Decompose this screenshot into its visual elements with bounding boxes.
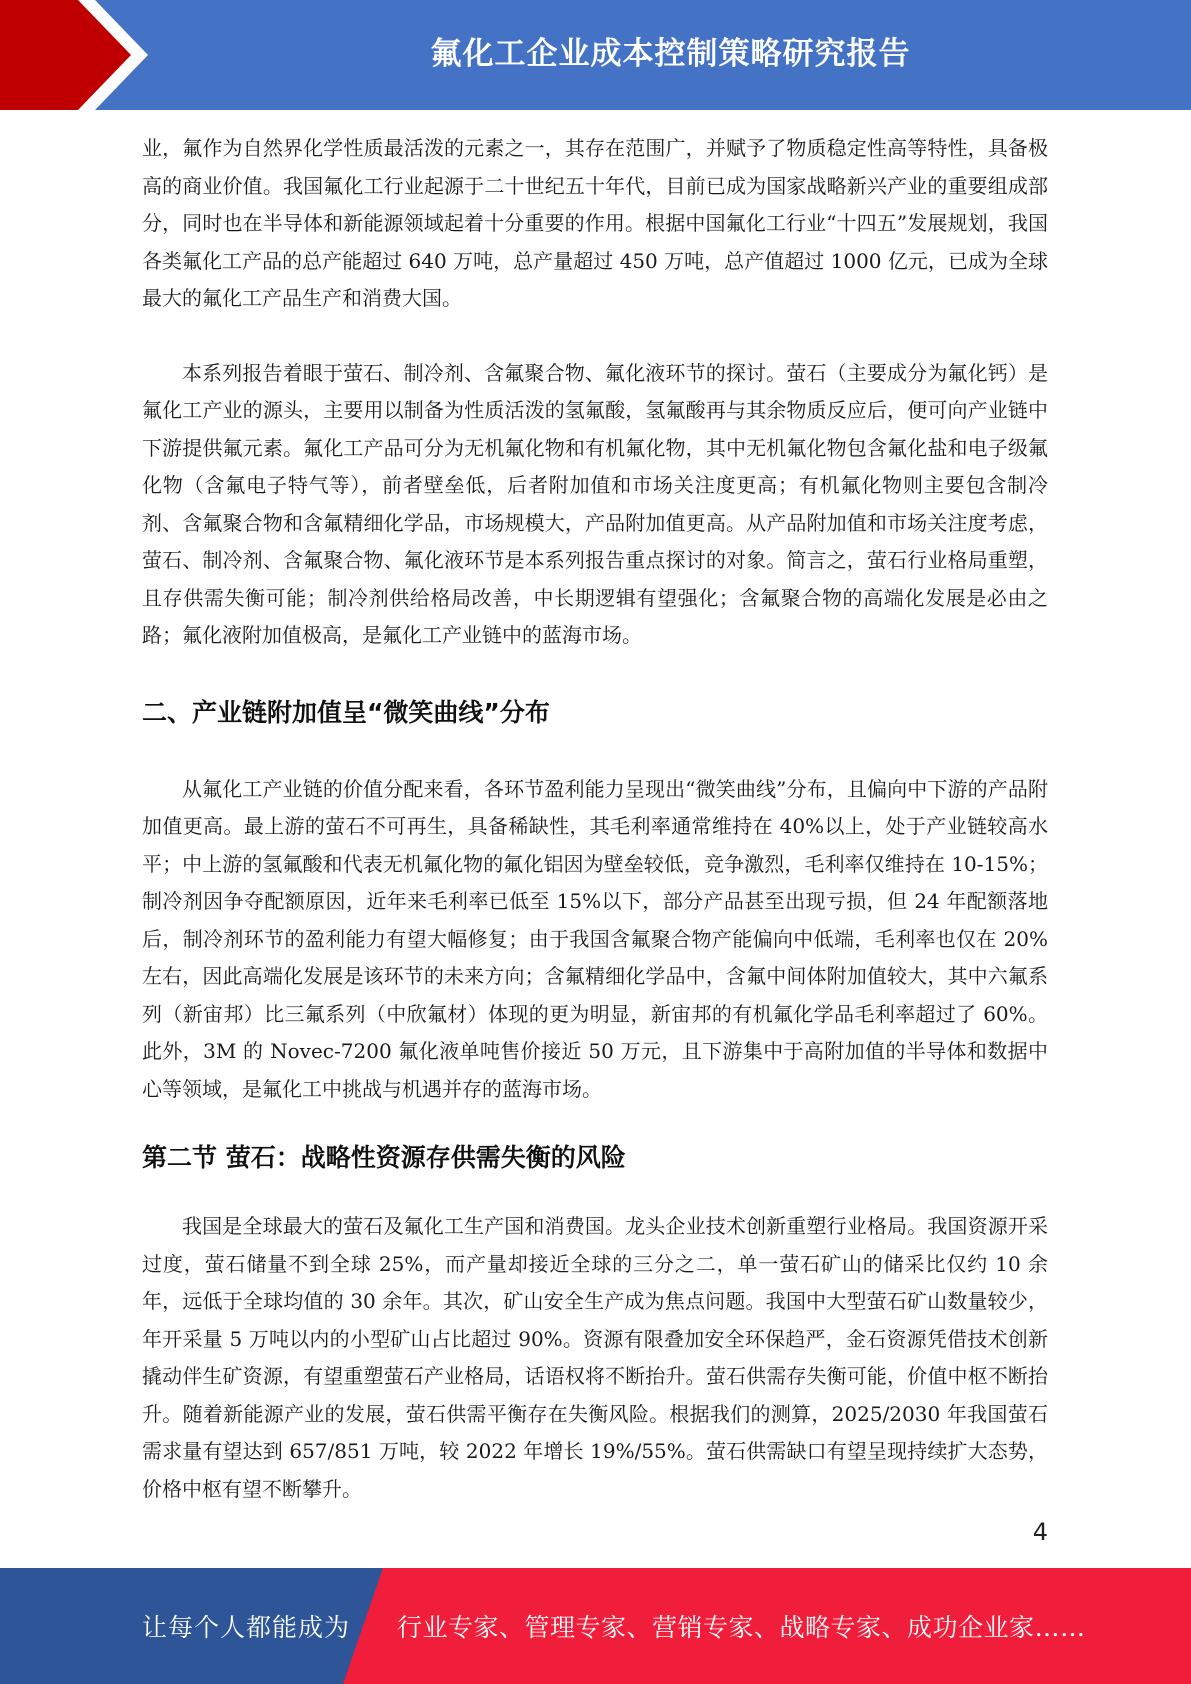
footer-slogan-right: 行业专家、管理专家、营销专家、战略专家、成功企业家……	[397, 1613, 1086, 1642]
paragraph-smile-curve: 从氟化工产业链的价值分配来看，各环节盈利能力呈现出“微笑曲线”分布，且偏向中下游的产品附加值更高。最上游的萤石不可再生，具备稀缺性，其毛利率通常维持在 40%以上，处于产业链较高水平；中上游的氢氟酸和代表无机氟化物的氟化铝因为壁垒较低，竞争激烈，毛利率仅维持在 10-15%；制冷剂因争夺配额原因，近年来毛利率已低至 15%以下，部分产品甚至出现亏损，但 24 年配额落地后，制冷剂环节的盈利能力有望大幅修复；由于我国含氟聚合物产能偏向中低端，毛利率也仅在 20%左右，因此高端化发展是该环节的未来方向；含氟精细化学品中，含氟中间体附加值较大，其中六氟系列（新宙邦）比三氟系列（中欣氟材）体现的更为明显，新宙邦的有机氟化学品毛利率超过了 60%。此外，3M 的 Novec-7200 氟化液单吨售价接近 50 万元，且下游集中于高附加值的半导体和数据中心等领域，是氟化工中挑战与机遇并存的蓝海市场。	[142, 776, 1048, 1101]
page-content	[142, 130, 1048, 1508]
report-title: 氟化工企业成本控制策略研究报告	[430, 35, 911, 72]
section-heading: 第二节 萤石：战略性资源存供需失衡的风险	[142, 1143, 626, 1172]
footer-banner	[0, 1568, 1191, 1684]
page-number: 4	[1032, 1518, 1048, 1546]
header-banner	[0, 0, 1191, 110]
chapter-heading: 二、产业链附加值呈“微笑曲线”分布	[142, 697, 550, 727]
paragraph-intro-continued: 业，氟作为自然界化学性质最活泼的元素之一，其存在范围广，并赋予了物质稳定性高等特性，具备极高的商业价值。我国氟化工行业起源于二十世纪五十年代，目前已成为国家战略新兴产业的重要组成部分，同时也在半导体和新能源领域起着十分重要的作用。根据中国氟化工行业“十四五”发展规划，我国各类氟化工产品的总产能超过 640 万吨，总产量超过 450 万吨，总产值超过 1000 亿元，已成为全球最大的氟化工产品生产和消费大国。	[142, 136, 1048, 310]
paragraph-series-overview: 本系列报告着眼于萤石、制冷剂、含氟聚合物、氟化液环节的探讨。萤石（主要成分为氟化钙）是氟化工产业的源头，主要用以制备为性质活泼的氢氟酸，氢氟酸再与其余物质反应后，便可向产业链中下游提供氟元素。氟化工产品可分为无机氟化物和有机氟化物，其中无机氟化物包含氟化盐和电子级氟化物（含氟电子特气等），前者壁垒低，后者附加值和市场关注度更高；有机氟化物则主要包含制冷剂、含氟聚合物和含氟精细化学品，市场规模大，产品附加值更高。从产品附加值和市场关注度考虑，萤石、制冷剂、含氟聚合物、氟化液环节是本系列报告重点探讨的对象。简言之，萤石行业格局重塑，且存供需失衡可能；制冷剂供给格局改善，中长期逻辑有望强化；含氟聚合物的高端化发展是必由之路；氟化液附加值极高，是氟化工产业链中的蓝海市场。	[142, 360, 1048, 647]
header-arrow-icon	[0, 0, 160, 110]
footer-slogan-left: 让每个人都能成为	[142, 1613, 351, 1642]
paragraph-fluorite: 我国是全球最大的萤石及氟化工生产国和消费国。龙头企业技术创新重塑行业格局。我国资源开采过度，萤石储量不到全球 25%，而产量却接近全球的三分之二，单一萤石矿山的储采比仅约 10 余年，远低于全球均值的 30 余年。其次，矿山安全生产成为焦点问题。我国中大型萤石矿山数量较少，年开采量 5 万吨以内的小型矿山占比超过 90%。资源有限叠加安全环保趋严，金石资源凭借技术创新撬动伴生矿资源，有望重塑萤石产业格局，话语权将不断抬升。萤石供需存失衡可能，价值中枢不断抬升。随着新能源产业的发展，萤石供需平衡存在失衡风险。根据我们的测算，2025/2030 年我国萤石需求量有望达到 657/851 万吨，较 2022 年增长 19%/55%。萤石供需缺口有望呈现持续扩大态势，价格中枢有望不断攀升。	[142, 1214, 1048, 1501]
